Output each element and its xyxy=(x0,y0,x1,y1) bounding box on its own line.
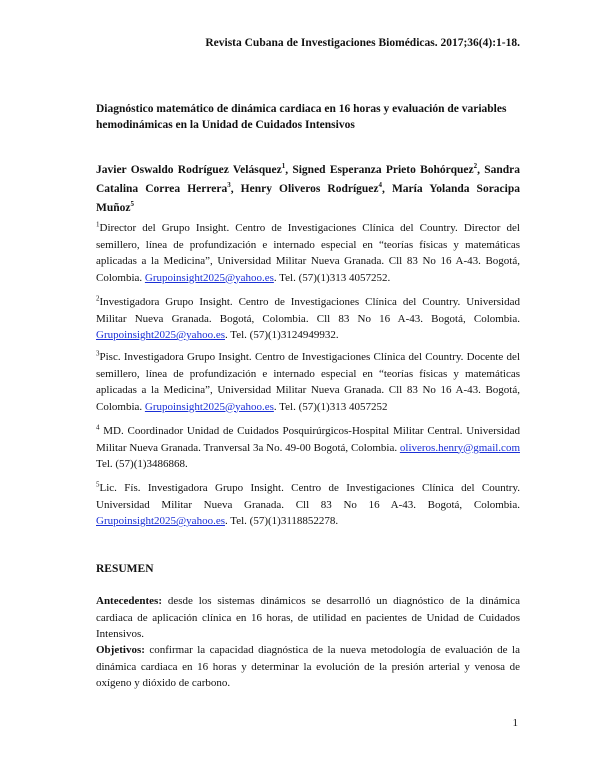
author-sup: 1 xyxy=(281,162,286,171)
email-link[interactable]: Grupoinsight2025@yahoo.es xyxy=(96,329,225,341)
affiliation-sup: 4 xyxy=(96,423,100,432)
affiliation-tail: Tel. (57)(1)3486868. xyxy=(96,458,188,470)
resumen-heading: RESUMEN xyxy=(96,563,154,575)
abstract-text: confirmar la capacidad diagnóstica de la nueva metodología de evaluación de la dinámica cardiaca en 16 horas y determinar la evolución de la presión arterial y venosa de oxígeno y dióxido de carbono. xyxy=(96,644,520,689)
affiliation-text: Director del Grupo Insight. Centro de Investigaciones Clínica del Country. Director del semillero, línea de profundización e internado especial en “teorías físicas y matemáticas aplicadas a la Medicina”, Universidad Militar Nueva Granada. Cll 83 No 16 A-43. Bogotá, Colombia. xyxy=(96,222,520,284)
affiliation-text: Investigadora Grupo Insight. Centro de Investigaciones Clínica del Country. Universidad Militar Nueva Granada. Bogotá, Colombia. Cll 83 No 16 A-43. Bogotá, Colombia. xyxy=(96,296,520,325)
author-name: María Yolanda Soracipa Muñoz xyxy=(96,183,520,214)
abstract-objetivos xyxy=(96,642,520,692)
affiliation-text: MD. Coordinador Unidad de Cuidados Posquirúrgicos-Hospital Militar Central. Universidad Militar Nueva Granada. Tranversal 3a No. 49-00 Bogotá, Colombia. xyxy=(96,425,520,454)
affiliation-4 xyxy=(96,423,520,473)
abstract-text: desde los sistemas dinámicos se desarrolló un diagnóstico de la dinámica cardiaca de aplicación clínica en 16 horas, de utilidad en pacientes de Unidad de Cuidados Intensivos. xyxy=(96,595,520,640)
author-name: Signed Esperanza Prieto Bohórquez xyxy=(292,164,474,176)
affiliation-1 xyxy=(96,220,520,286)
email-link[interactable]: Grupoinsight2025@yahoo.es xyxy=(144,400,274,413)
affiliation-2 xyxy=(96,294,520,344)
page-number: 1 xyxy=(512,717,518,729)
author-list: Javier Oswaldo Rodríguez Velásquez$^1$, Signed Esperanza Prieto Bohórquez$^2$, Sandra Catalina Correa Herrera$^3$, Henry Oliveros Rodríguez$^4$, María Yolanda Soracipa Muñoz$^5$ xyxy=(96,162,521,214)
affiliation-sup: 5 xyxy=(96,480,100,489)
affiliation-tail: . Tel. (57)(1)3118852278. xyxy=(224,515,339,527)
author-sup: 3 xyxy=(227,181,231,190)
affiliation-tail: . Tel. (57)(1)313 4057252. xyxy=(273,271,391,284)
email-link[interactable]: Grupoinsight2025@yahoo.es xyxy=(144,271,274,284)
author-sup: 2 xyxy=(473,162,478,171)
abstract-antecedentes xyxy=(96,593,520,643)
author-name: Henry Oliveros Rodríguez xyxy=(240,183,379,195)
affiliation-5 xyxy=(96,480,520,530)
author-sup: 4 xyxy=(378,181,382,190)
paper-title: Diagnóstico matemático de dinámica cardiaca en 16 horas y evaluación de variables hemodinámicas en la Unidad de Cuidados Intensivos xyxy=(96,103,507,131)
email-link[interactable]: Grupoinsight2025@yahoo.es xyxy=(96,515,225,527)
affiliation-tail: . Tel. (57)(1)3124949932. xyxy=(224,329,339,341)
author-name: Javier Oswaldo Rodríguez Velásquez xyxy=(96,164,282,176)
affiliation-sup: 1 xyxy=(96,220,100,229)
author-name: Sandra Catalina Correa Herrera xyxy=(96,164,521,195)
affiliation-text: Lic. Fís. Investigadora Grupo Insight. Centro de Investigaciones Clínica del Country. Universidad Militar Nueva Granada. Cll 83 No 16 A-43. Bogotá, Colombia. xyxy=(96,482,520,511)
author-sup: 5 xyxy=(130,200,134,209)
affiliation-3 xyxy=(96,349,520,415)
email-link[interactable]: oliveros.henry@gmail.com xyxy=(399,441,520,454)
abstract-label: Objetivos: xyxy=(96,644,145,656)
affiliation-sup: 2 xyxy=(96,294,100,303)
journal-header: Revista Cubana de Investigaciones Biomédicas. 2017;36(4):1-18. xyxy=(205,37,520,49)
affiliation-tail: . Tel. (57)(1)313 4057252 xyxy=(273,400,388,413)
affiliation-text: Pisc. Investigadora Grupo Insight. Centro de Investigaciones Clínica del Country. Docente del semillero, línea de profundización e internado especial en “teorías físicas y matemáticas aplicadas a la Medicina”, Universidad Militar Nueva Granada. Cll 83 No 16 A-43. Bogotá, Colombia. xyxy=(96,351,520,413)
abstract-label: Antecedentes: xyxy=(96,595,162,607)
affiliation-sup: 3 xyxy=(96,349,100,358)
